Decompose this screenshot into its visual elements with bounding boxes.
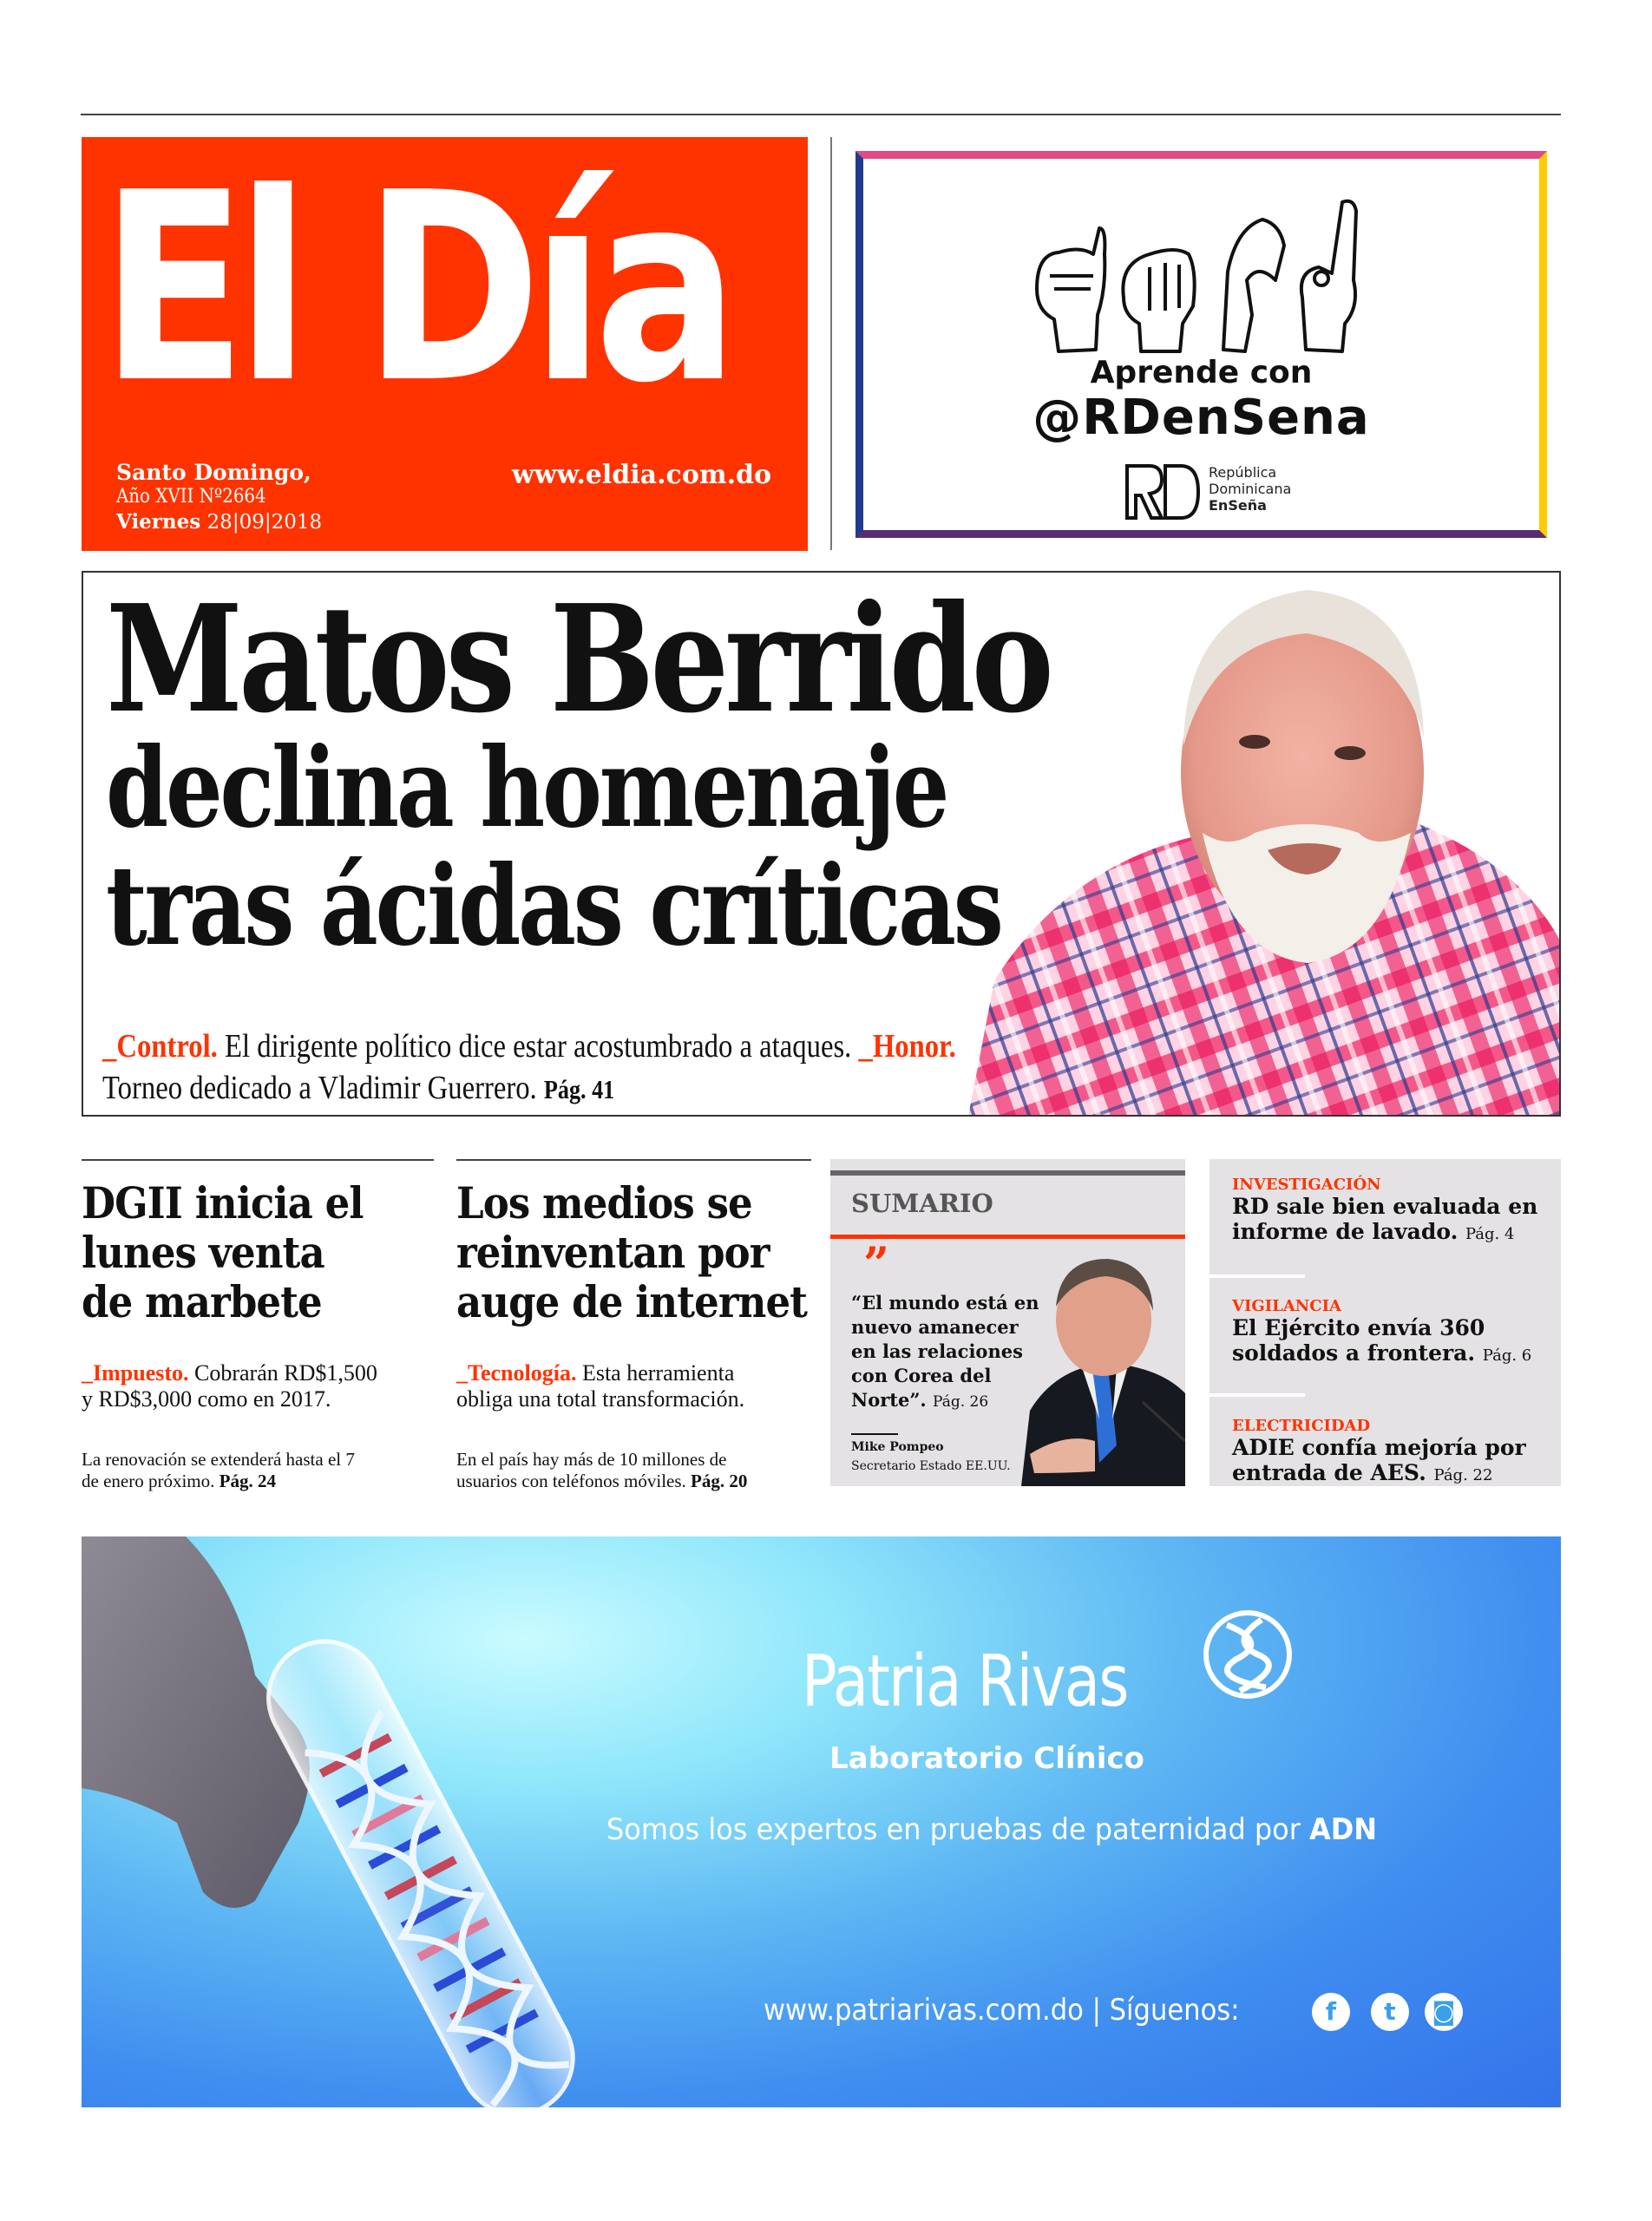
sumario-top-rule xyxy=(830,1170,1185,1176)
brief-line: El Ejército envía 360 xyxy=(1232,1315,1485,1340)
lead-headline-line-3[interactable]: tras ácidas críticas xyxy=(106,842,1001,970)
brief-separator xyxy=(1210,1274,1305,1278)
sign-hands-icon xyxy=(1019,193,1384,367)
brief-electricidad[interactable] xyxy=(1232,1418,1526,1486)
lab-footer-url[interactable]: www.patriarivas.com.do | Síguenos: xyxy=(764,1993,1240,2028)
story-headline[interactable] xyxy=(456,1178,807,1327)
masthead-date xyxy=(116,510,322,534)
story-page-ref[interactable]: Pág. 20 xyxy=(691,1471,748,1491)
sign-language-ad[interactable] xyxy=(856,151,1547,538)
headline-line: auge de internet xyxy=(456,1276,808,1327)
brief-investigacion[interactable] xyxy=(1232,1176,1537,1247)
quote-line: en las relaciones xyxy=(851,1340,1023,1362)
lab-dna-logo-icon xyxy=(1201,1608,1295,1701)
slogan-bold: ADN xyxy=(1309,1812,1378,1847)
lab-ad[interactable] xyxy=(82,1536,1561,2107)
story-dgii[interactable] xyxy=(82,1159,434,1489)
lead-deck xyxy=(102,1025,983,1110)
kicker-dash: _ xyxy=(82,1360,93,1386)
brief-kicker: ELECTRICIDAD xyxy=(1232,1417,1371,1435)
story-headline[interactable] xyxy=(82,1178,364,1327)
facebook-icon[interactable]: f xyxy=(1312,1993,1350,2031)
masthead-date-value: 28|09|2018 xyxy=(206,511,323,534)
brief-line: entrada de AES. xyxy=(1232,1460,1426,1485)
headline-line: Los medios se xyxy=(456,1177,752,1228)
masthead-day: Viernes xyxy=(116,510,201,534)
newspaper-logo[interactable]: El Día xyxy=(101,137,729,440)
brief-text xyxy=(1232,1194,1537,1247)
ad-learn-text: Aprende con xyxy=(1090,355,1313,390)
org-line-3: EnSeña xyxy=(1209,497,1267,514)
brief-page-ref[interactable]: Pág. 22 xyxy=(1433,1466,1493,1484)
brief-line: informe de lavado. xyxy=(1232,1219,1459,1244)
subhead-line: obliga una total transformación. xyxy=(456,1386,745,1412)
masthead-url[interactable]: www.eldia.com.do xyxy=(511,460,771,490)
masthead xyxy=(82,137,808,551)
brief-separator xyxy=(1210,1393,1305,1397)
lead-headline-line-2[interactable]: declina homenaje xyxy=(106,724,947,852)
headline-line: reinventan por xyxy=(456,1227,770,1278)
brief-line: soldados a frontera. xyxy=(1232,1340,1476,1366)
lead-story[interactable] xyxy=(82,571,1561,1117)
quote-line: Norte”. xyxy=(851,1389,927,1411)
headline-line: DGII inicia el xyxy=(82,1177,364,1228)
lead-story-photo xyxy=(968,573,1561,1117)
kicker-dash: _ xyxy=(858,1028,873,1065)
brief-text xyxy=(1232,1435,1526,1486)
org-line-2: Dominicana xyxy=(1209,481,1292,497)
brief-page-ref[interactable]: Pág. 6 xyxy=(1482,1346,1532,1365)
lead-deck-text-1: El dirigente político dice estar acostumbrado a ataques. xyxy=(217,1028,859,1065)
brief-vigilancia[interactable] xyxy=(1232,1298,1531,1368)
lab-brand-name: Patria Rivas xyxy=(802,1641,1128,1723)
headline-line: lunes venta xyxy=(82,1227,324,1278)
lab-slogan xyxy=(606,1812,1377,1847)
lead-kicker-control: Control. xyxy=(116,1028,218,1065)
brief-page-ref[interactable]: Pág. 4 xyxy=(1465,1225,1515,1243)
brief-kicker: INVESTIGACIÓN xyxy=(1232,1176,1381,1194)
story-kicker: Tecnología. xyxy=(468,1360,577,1386)
sumario-quote[interactable] xyxy=(851,1291,1039,1414)
story-page-ref[interactable]: Pág. 24 xyxy=(219,1471,276,1491)
kicker-dash: _ xyxy=(102,1028,117,1065)
brief-line: RD sale bien evaluada en xyxy=(1232,1194,1538,1219)
rd-ensena-logo-icon xyxy=(1124,462,1202,521)
briefs-panel xyxy=(1210,1159,1561,1486)
brief-line: ADIE confía mejoría por xyxy=(1232,1435,1526,1460)
lead-kicker-honor: Honor. xyxy=(872,1028,956,1065)
body-line: La renovación se extenderá hasta el 7 xyxy=(82,1449,355,1470)
ad-handle[interactable]: @RDenSena xyxy=(1032,390,1370,446)
quote-author-role: Secretario Estado EE.UU. xyxy=(851,1459,1011,1473)
subhead-line: Cobrarán RD$1,500 xyxy=(188,1360,377,1386)
story-body xyxy=(82,1449,355,1492)
body-line: En el país hay más de 10 millones de xyxy=(456,1449,727,1470)
masthead-divider xyxy=(830,137,832,550)
story-kicker: Impuesto. xyxy=(93,1360,189,1386)
rd-ensena-org xyxy=(1209,464,1291,514)
twitter-icon[interactable]: t xyxy=(1371,1993,1409,2031)
lab-subtitle: Laboratorio Clínico xyxy=(829,1741,1144,1776)
headline-line: de marbete xyxy=(82,1276,322,1327)
body-line: de enero próximo. xyxy=(82,1471,220,1491)
subhead-line: y RD$3,000 como en 2017. xyxy=(82,1386,331,1412)
sumario-title: SUMARIO xyxy=(851,1189,993,1218)
story-medios[interactable] xyxy=(456,1159,811,1489)
column-rule xyxy=(82,1159,434,1161)
top-rule xyxy=(81,114,1561,115)
story-subhead xyxy=(456,1360,744,1412)
column-rule xyxy=(456,1159,811,1161)
brief-kicker: VIGILANCIA xyxy=(1232,1297,1341,1315)
lead-headline-line-1[interactable]: Matos Berrido xyxy=(106,573,1050,746)
org-line-1: República xyxy=(1209,464,1277,481)
quote-line: “El mundo está en xyxy=(851,1292,1039,1314)
story-body xyxy=(456,1449,747,1492)
body-line: usuarios con teléfonos móviles. xyxy=(456,1471,692,1491)
lead-page-ref[interactable]: Pág. 41 xyxy=(543,1075,615,1104)
masthead-issue: Año XVII Nº2664 xyxy=(116,486,266,508)
quote-line: con Corea del xyxy=(851,1365,992,1386)
quote-author: Mike Pompeo xyxy=(851,1440,944,1454)
slogan-text: Somos los expertos en pruebas de paternidad por xyxy=(606,1812,1310,1847)
subhead-line: Esta herramienta xyxy=(576,1360,735,1386)
story-subhead xyxy=(82,1360,377,1412)
quote-line: nuevo amanecer xyxy=(851,1316,1019,1338)
sumario-page-ref[interactable]: Pág. 26 xyxy=(933,1393,989,1411)
quote-mark-icon: ” xyxy=(863,1238,889,1291)
kicker-dash: _ xyxy=(456,1360,468,1386)
lead-deck-text-2: Torneo dedicado a Vladimir Guerrero. xyxy=(102,1070,544,1106)
brief-text xyxy=(1232,1315,1531,1368)
attribution-rule xyxy=(851,1433,898,1435)
instagram-icon[interactable]: ◙ xyxy=(1425,1993,1463,2031)
masthead-city: Santo Domingo, xyxy=(116,460,311,485)
sumario-panel[interactable] xyxy=(830,1159,1185,1486)
